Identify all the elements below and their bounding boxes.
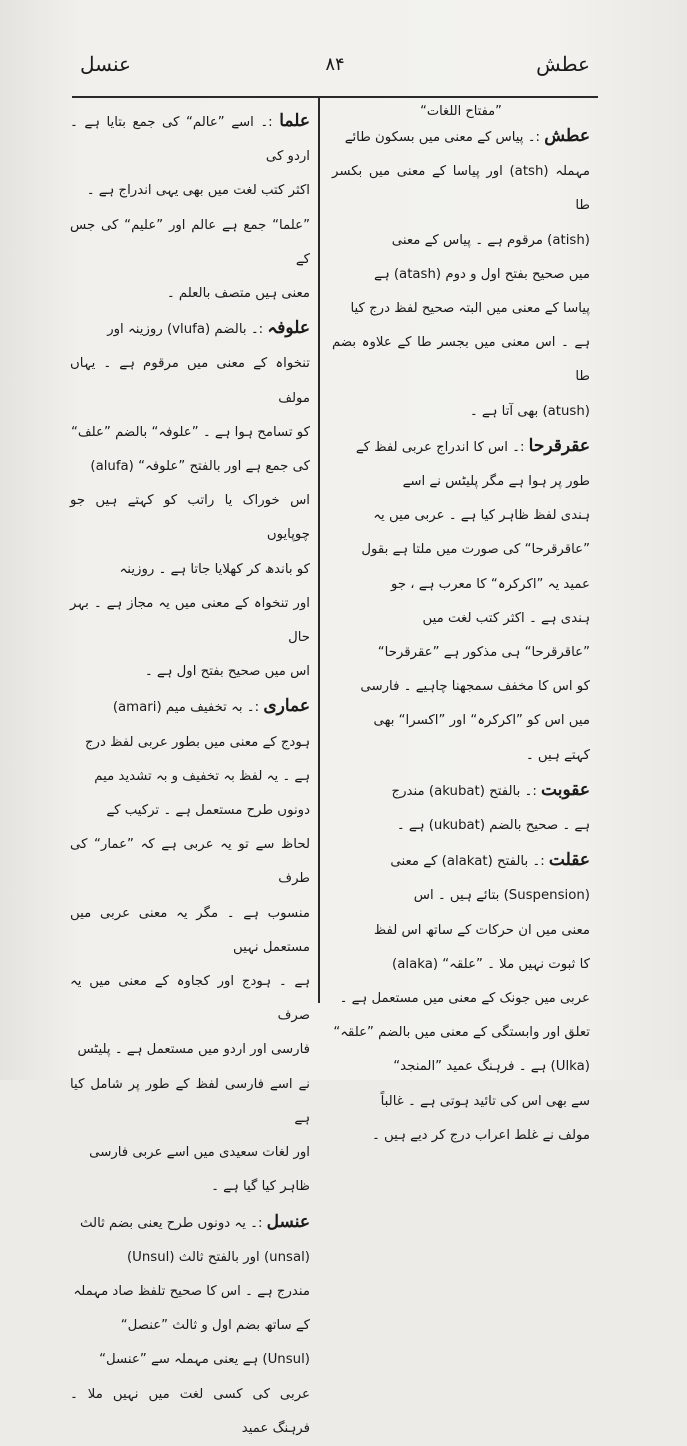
entry-line: ”علما“ جمع ہے عالم اور ”علیم“ کی جس کے	[70, 217, 310, 267]
right-column	[332, 104, 590, 1153]
left-column	[70, 104, 310, 1446]
entry-line: کو تسامح ہوا ہے ۔ ”علوفہ“ بالضم ”علف“	[70, 424, 310, 440]
entry-line: کی جمع ہے اور بالفتح ”علوفہ“ (alufa)	[90, 459, 310, 475]
entry-amari	[70, 689, 310, 1204]
entry-ulufa	[70, 311, 310, 689]
entry-line: مولف نے غلط اعراب درج کر دیے ہیں ۔	[372, 1127, 590, 1143]
entry-unsul	[70, 1205, 310, 1446]
entry-line: میں صحیح بفتح اول و دوم (atash) ہے	[374, 266, 590, 282]
entry-uqubat	[332, 773, 590, 843]
page-header	[70, 52, 600, 96]
entry-line: میں اس کو ”اکرکرہ“ اور ”اکسرا“ بھی	[373, 713, 590, 729]
entry-line: (atush) بھی آتا ہے ۔	[469, 403, 590, 419]
entry-line: (atish) مرقوم ہے ۔ پیاس کے معنی	[391, 232, 590, 248]
entry-ulama	[70, 104, 310, 311]
entry-line: عربی میں جونک کے معنی میں مستعمل ہے ۔	[339, 991, 590, 1007]
entry-headword: علما	[279, 111, 310, 131]
entry-line: ہے ۔ ہودج اور کجاوہ کے معنی میں یہ صرف	[70, 974, 310, 1024]
entry-headword: عماری	[263, 696, 310, 717]
entry-headword: عنسل	[266, 1211, 310, 1232]
entry-line: (Suspension) بتائے ہیں ۔ اس	[413, 888, 590, 904]
entry-line: ظاہر کیا گیا ہے ۔	[211, 1179, 310, 1195]
entry-line: معنی ہیں متصف بالعلم ۔	[166, 286, 310, 302]
entry-headword: عقلت	[548, 850, 590, 871]
entry-headword: عقوبت	[541, 779, 590, 800]
entry-line: طور پر ہوا ہے مگر پلیٹس نے اسے	[402, 474, 590, 490]
entry-line: مہملہ (atsh) اور پیاسا کے معنی میں بکسر طا	[332, 164, 590, 214]
entry-line: اور لغات سعیدی میں اسے عربی فارسی	[89, 1145, 310, 1161]
entry-line: اکثر کتب لغت میں بھی یہی اندراج ہے ۔	[86, 183, 310, 199]
entry-line: :۔ اسے ”عالم“ کی جمع بتایا ہے ۔ اردو کی	[70, 115, 310, 165]
entry-line: کو باندھ کر کھلایا جاتا ہے ۔ روزینہ	[119, 561, 310, 577]
entry-line: :۔ یہ دونوں طرح یعنی بضم ثالث	[79, 1215, 263, 1231]
entry-aqarqarha	[332, 429, 590, 773]
entry-line: (Ulka) ہے ۔ فرہنگ عمید ”المنجد“	[393, 1059, 590, 1075]
entry-line: اس میں صحیح بفتح اول ہے ۔	[144, 664, 310, 680]
entry-line: عمید یہ ”اکرکرہ“ کا معرب ہے ، جو	[390, 576, 590, 592]
entry-line: ہے ۔ صحیح بالضم (ukubat) ہے ۔	[396, 818, 590, 834]
entry-line: لحاظ سے تو یہ عربی ہے کہ ”عمار“ کی طرف	[70, 837, 310, 887]
entry-line: مندرج ہے ۔ اس کا صحیح تلفظ صاد مہملہ	[73, 1283, 310, 1299]
entry-line: اور تنخواہ کے معنی میں یہ مجاز ہے ۔ بہر حال	[70, 595, 310, 646]
column-divider	[318, 98, 320, 1003]
entry-line: :۔ پیاس کے معنی میں بسکون طائے	[344, 130, 540, 145]
page-number: ۸۴	[325, 54, 345, 75]
entry-headword: عطش	[544, 126, 590, 146]
entry-line: ہندی لفظ ظاہر کیا ہے ۔ عربی میں یہ	[373, 508, 590, 524]
entry-line: کا ثبوت نہیں ملا ۔ ”علقہ“ (alaka)	[392, 956, 590, 972]
entry-line: سے بھی اس کی تائید ہوتی ہے ۔ غالباً	[380, 1093, 590, 1109]
entry-line: دونوں طرح مستعمل ہے ۔ ترکیب کے	[106, 803, 310, 819]
header-left-word: عنسل	[80, 52, 131, 76]
entry-line: ”عاقرقرحا“ کی صورت میں ملتا ہے بقول	[361, 542, 590, 558]
entry-line: (Unsul) ہے یعنی مہملہ سے ”عنسل“	[99, 1352, 310, 1368]
entry-headword: علوفہ	[267, 318, 310, 339]
entry-line: تعلق اور وابستگی کے معنی میں بالضم ”علقہ“	[333, 1025, 590, 1041]
entry-line: :۔ بہ تخفیف میم (amari)	[112, 700, 260, 716]
entry-line: تنخواہ کے معنی میں مرقوم ہے ۔ یہاں مولف	[70, 356, 310, 406]
entry-line: اس خوراک یا راتب کو کہتے ہیں جو چوپایوں	[70, 493, 310, 543]
entry-alaqat	[332, 843, 590, 1153]
entry-line: :۔ بالفتح (alakat) کے معنی	[390, 854, 545, 870]
entry-line: کہتے ہیں ۔	[525, 747, 590, 763]
entry-line: کو اس کا مخفف سمجھنا چاہیے ۔ فارسی	[360, 679, 590, 695]
entry-line: ”عاقرقرحا“ ہی مذکور ہے ”عقرقرحا“	[377, 645, 590, 661]
lead-note: ”مفتاح اللغات“	[420, 104, 502, 119]
entry-line: ہودج کے معنی میں بطور عربی لفظ درج	[84, 734, 310, 750]
entry-line: پیاسا کے معنی میں البتہ صحیح لفظ درج کیا	[350, 301, 590, 317]
entry-line: (unsal) اور بالفتح ثالث (Unsul)	[126, 1249, 310, 1265]
entry-line: ہے ۔ یہ لفظ بہ تخفیف و بہ تشدید میم	[94, 768, 310, 784]
entry-line: :۔ بالفتح (akubat) مندرج	[391, 783, 537, 799]
entry-line: نے اسے فارسی لفظ کے طور پر شامل کیا ہے	[70, 1076, 310, 1126]
entry-line: :۔ اس کا اندراج عربی لفظ کے	[355, 439, 525, 455]
header-right-word: عطش	[536, 52, 590, 76]
header-rule	[72, 96, 598, 98]
entry-line: عربی کی کسی لغت میں نہیں ملا ۔ فرہنگ عمید	[70, 1386, 310, 1436]
entry-line: کے ساتھ بضم اول و ثالث ”عنصل“	[120, 1318, 310, 1334]
entry-line: فارسی اور اردو میں مستعمل ہے ۔ پلیٹس	[77, 1042, 310, 1058]
entry-line: ہے ۔ اس معنی میں بجسر طا کے علاوہ بضم طا	[332, 335, 590, 385]
entry-line: ہندی ہے ۔ اکثر کتب لغت میں	[422, 610, 590, 626]
entry-line: معنی میں ان حرکات کے ساتھ اس لفظ	[373, 922, 590, 938]
entry-line: :۔ بالضم (vlufa) روزینہ اور	[107, 322, 264, 338]
entry-headword: عقرقرحا	[528, 435, 590, 456]
entry-atash	[332, 119, 590, 429]
entry-line: منسوب ہے ۔ مگر یہ معنی عربی میں مستعمل نہیں	[70, 905, 310, 955]
